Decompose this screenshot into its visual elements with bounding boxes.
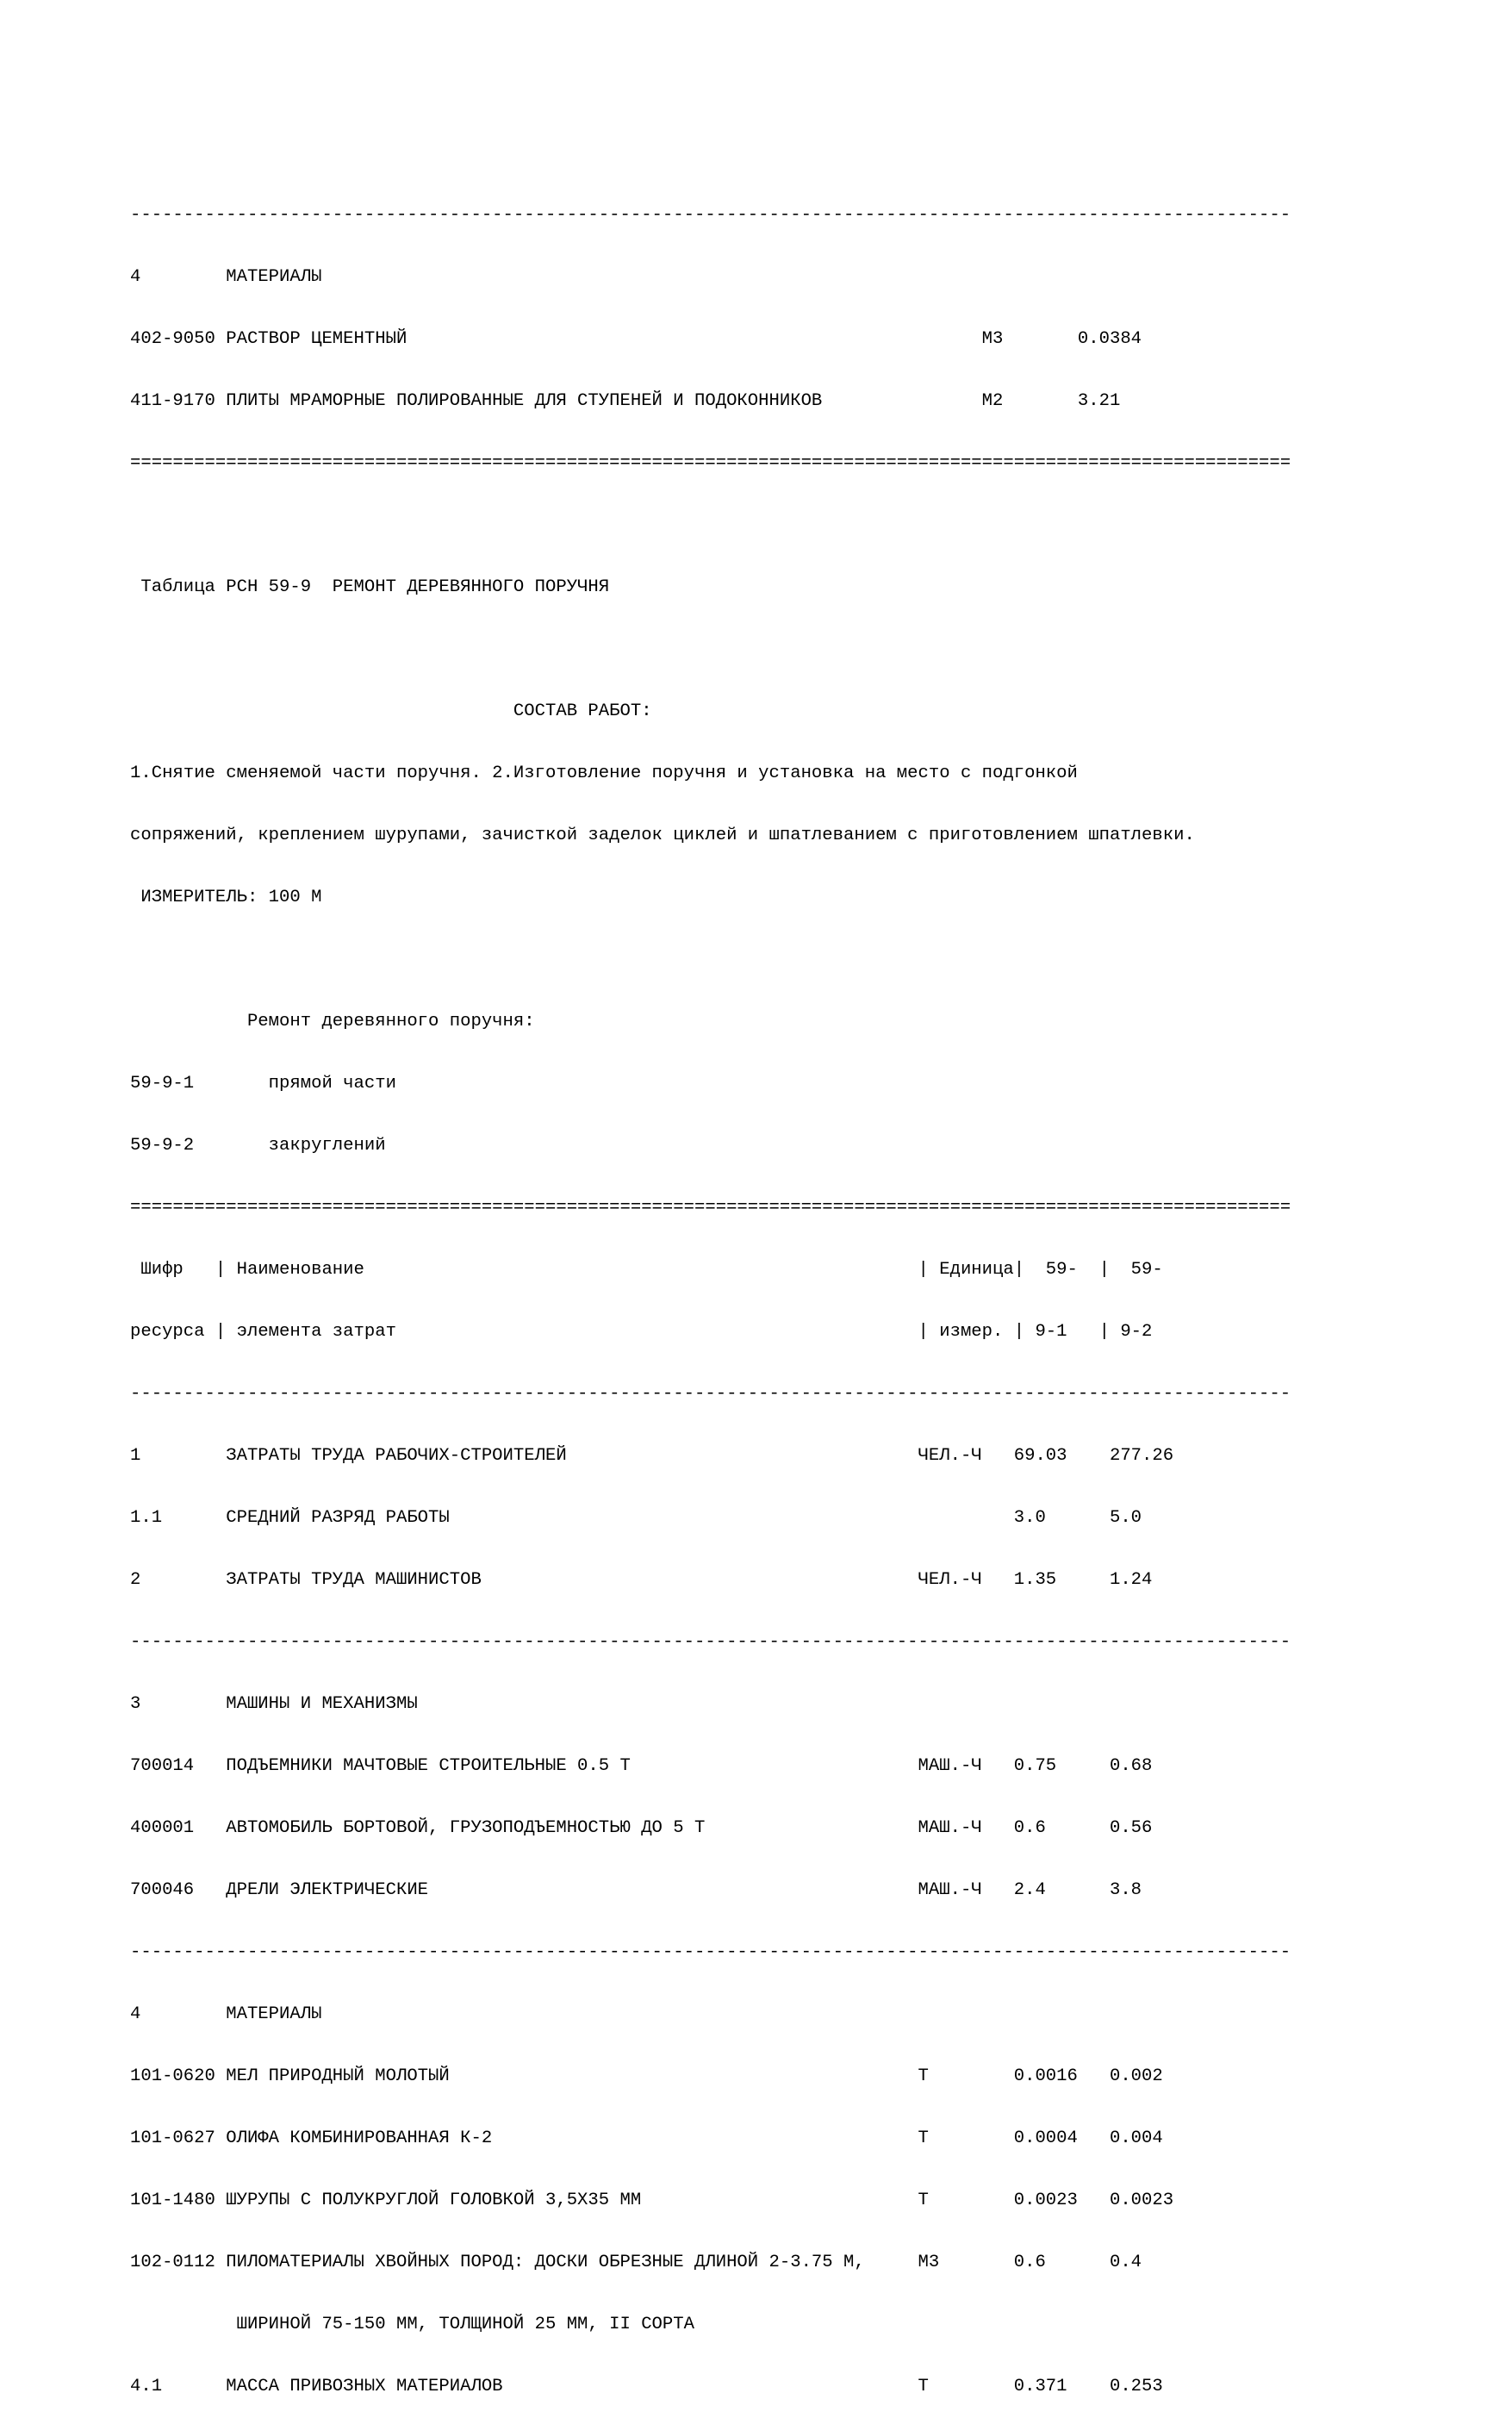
divider-dashed: ------------------------------------------------------------------------------------------------------------- <box>130 1942 1291 1962</box>
spacer <box>130 639 1291 660</box>
divider-dashed: ------------------------------------------------------------------------------------------------------------- <box>130 1632 1291 1652</box>
table-row: 101-0627 ОЛИФА КОМБИНИРОВАННАЯ К-2 Т 0.0004 0.004 <box>130 2128 1163 2148</box>
column-header: Шифр | Наименование | Единица| 59- | 59- <box>130 1260 1163 1280</box>
table-row: 4.1 МАССА ПРИВОЗНЫХ МАТЕРИАЛОВ Т 0.371 0.253 <box>130 2377 1163 2396</box>
table-row: 2 ЗАТРАТЫ ТРУДА МАШИНИСТОВ ЧЕЛ.-Ч 1.35 1.24 <box>130 1570 1153 1590</box>
spacer <box>130 515 1291 536</box>
table-row: 1.1 СРЕДНИЙ РАЗРЯД РАБОТЫ 3.0 5.0 <box>130 1508 1142 1528</box>
divider-double: ============================================================================================================= <box>130 1198 1291 1218</box>
work-description-line: 1.Снятие сменяемой части поручня. 2.Изготовление поручня и установка на место с подгонкой <box>130 763 1078 783</box>
measurement-unit: ИЗМЕРИТЕЛЬ: 100 М <box>130 888 322 907</box>
table-row: 700046 ДРЕЛИ ЭЛЕКТРИЧЕСКИЕ МАШ.-Ч 2.4 3.8 <box>130 1880 1142 1900</box>
table-row: 400001 АВТОМОБИЛЬ БОРТОВОЙ, ГРУЗОПОДЪЕМНОСТЬЮ ДО 5 Т МАШ.-Ч 0.6 0.56 <box>130 1818 1153 1838</box>
table-row: 1 ЗАТРАТЫ ТРУДА РАБОЧИХ-СТРОИТЕЛЕЙ ЧЕЛ.-Ч 69.03 277.26 <box>130 1446 1174 1466</box>
table-row: 101-0620 МЕЛ ПРИРОДНЫЙ МОЛОТЫЙ Т 0.0016 0.002 <box>130 2066 1163 2086</box>
variant-item: 59-9-1 прямой части <box>130 1074 396 1094</box>
table-row: 700014 ПОДЪЕМНИКИ МАЧТОВЫЕ СТРОИТЕЛЬНЫЕ 0.5 Т МАШ.-Ч 0.75 0.68 <box>130 1756 1153 1776</box>
divider-double: ============================================================================================================= <box>130 453 1291 473</box>
variant-item: 59-9-2 закруглений <box>130 1136 386 1156</box>
table-row: 102-0112 ПИЛОМАТЕРИАЛЫ ХВОЙНЫХ ПОРОД: ДОСКИ ОБРЕЗНЫЕ ДЛИНОЙ 2-3.75 М, М3 0.6 0.4 <box>130 2253 1142 2272</box>
divider-dashed: ------------------------------------------------------------------------------------------------------------- <box>130 1384 1291 1404</box>
table-row: ШИРИНОЙ 75-150 ММ, ТОЛЩИНОЙ 25 ММ, II СОРТА <box>130 2315 694 2334</box>
table-row: 4 МАТЕРИАЛЫ <box>130 2004 322 2024</box>
resource-row: 411-9170 ПЛИТЫ МРАМОРНЫЕ ПОЛИРОВАННЫЕ ДЛЯ СТУПЕНЕЙ И ПОДОКОННИКОВ М2 3.21 <box>130 391 1121 411</box>
spacer <box>130 950 1291 970</box>
document-page <box>130 164 1291 2418</box>
resource-row: 402-9050 РАСТВОР ЦЕМЕНТНЫЙ М3 0.0384 <box>130 329 1142 349</box>
table-title: Таблица РСН 59-9 РЕМОНТ ДЕРЕВЯННОГО ПОРУЧНЯ <box>130 577 610 597</box>
work-composition-heading: СОСТАВ РАБОТ: <box>130 701 652 721</box>
divider-dashed: ------------------------------------------------------------------------------------------------------------- <box>130 205 1291 225</box>
table-row: 101-1480 ШУРУПЫ С ПОЛУКРУГЛОЙ ГОЛОВКОЙ 3,5Х35 ММ Т 0.0023 0.0023 <box>130 2191 1174 2210</box>
section-header-materials-top: 4 МАТЕРИАЛЫ <box>130 267 322 287</box>
column-header: ресурса | элемента затрат | измер. | 9-1 | 9-2 <box>130 1322 1153 1342</box>
table-row: 3 МАШИНЫ И МЕХАНИЗМЫ <box>130 1694 418 1714</box>
variants-heading: Ремонт деревянного поручня: <box>130 1012 535 1031</box>
work-description-line: сопряжений, креплением шурупами, зачисткой заделок циклей и шпатлеванием с приготовлением шпатлевки. <box>130 826 1195 845</box>
